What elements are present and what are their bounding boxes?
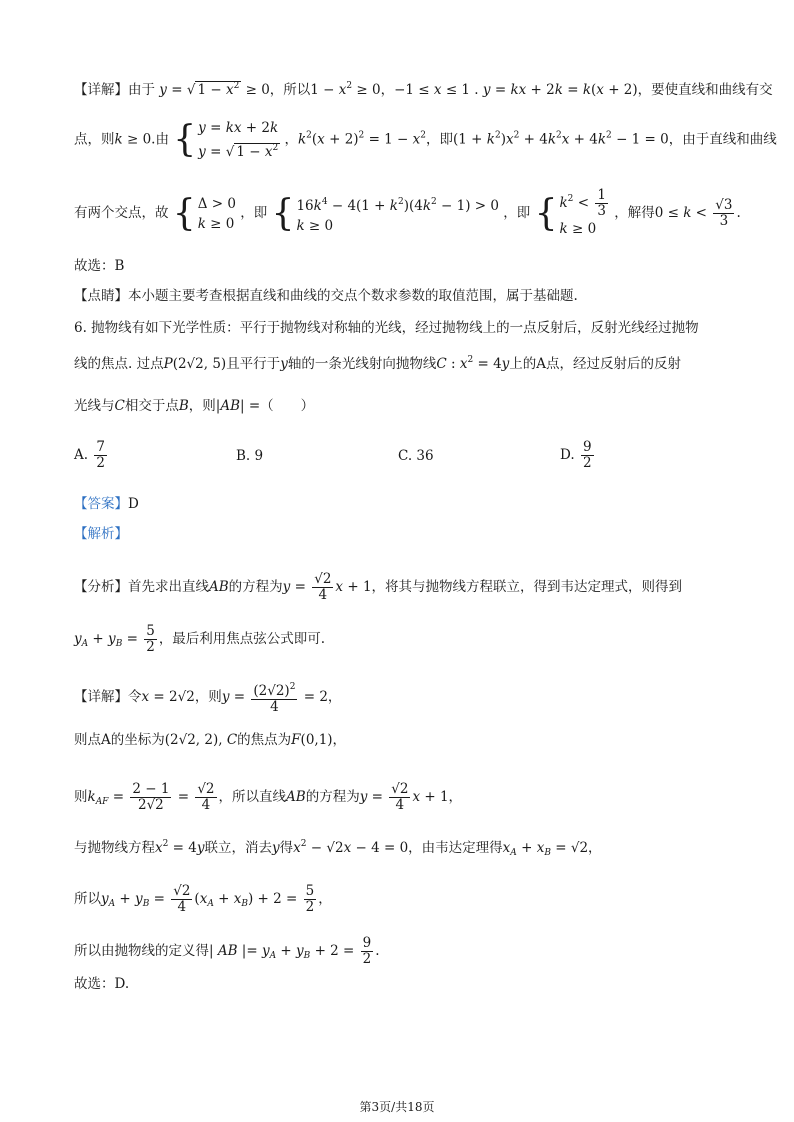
q6-detail-5: 所以$y_A + y_B$ = $\frac{√2}{4}$ $(x_A + x_B) + 2$ = $\frac{5}{2}$ ， — [74, 883, 332, 915]
q6-detail-1: 【详解】令x = 2√2，则y = $\frac{(2√2)^2}{4}$ = 2， — [74, 682, 342, 715]
q5-comment: 【点睛】本小题主要考查根据直线和曲线的交点个数求参数的取值范围，属于基础题. — [74, 288, 578, 304]
q6-stem-line2: 线的焦点. 过点P(2√2, 5)且平行于y轴的一条光线射向抛物线C : $x^2 = 4y$上的A点，经过反射后的反射 — [74, 355, 682, 372]
q5-detail-line2: 点，则k ≥ 0.由 { y = kx + 2k y = √ $1 - x^2$ ，$k^2(x + 2)^2 = 1 - x^2$，即$(1 + k^2)x^2 + 4k^2x + 4k^2 - 1 = 0$，由于直线和曲线 — [74, 119, 777, 160]
page-footer: 第3页/共18页 — [359, 1100, 435, 1114]
q6-fenxi-line2: $y_A + y_B$ = $\frac{5}{2}$ ，最后利用焦点弦公式即可. — [74, 623, 326, 655]
q6-stem-line1: 6. 抛物线有如下光学性质：平行于抛物线对称轴的光线，经过抛物线上的一点反射后，反射光线经过抛物 — [74, 320, 699, 336]
q6-detail-6: 所以由抛物线的定义得| AB |= $y_A + y_B + 2$ = $\frac{9}{2}$ . — [74, 935, 380, 967]
q5-detail-line3: 有两个交点，故 { Δ > 0 k ≥ 0 ，即 { $16k^4 - 4(1 + k^2)(4k^2 - 1) > 0$ k ≥ 0 ，即 { $k^2$ < $\frac{1}{3}$ k ≥ 0 ，解得0 ≤ k < $\frac{√3}{3}$ . — [74, 187, 741, 237]
q5-detail-line1: 【详解】由于 y = √ $1 - x^2 \ge 0$，所以$1 - x^2 \ge 0$，−1 ≤ x ≤ 1 . y = kx + 2k = k(x + 2)，要使直线和曲线有交 — [74, 81, 773, 98]
q6-detail-4: 与抛物线方程$x^2 = 4y$联立，消去y得$x^2 - √2x - 4 = 0$，由韦达定理得$x_A + x_B = √2$， — [74, 839, 602, 858]
q6-final: 故选：D. — [74, 976, 130, 992]
choice-b: B. 9 — [236, 448, 264, 464]
q5-answer: 故选：B — [74, 258, 125, 274]
choice-c: C. 36 — [398, 448, 434, 464]
q6-answer: 【答案】D — [74, 496, 139, 512]
q6-fenxi-line1: 【分析】首先求出直线AB的方程为y = $\frac{√2}{4}$ x + 1，将其与抛物线方程联立，得到韦达定理式，则得到 — [74, 571, 683, 603]
q6-detail-2: 则点A的坐标为(2√2, 2), C的焦点为F(0,1)， — [74, 732, 347, 748]
choice-a: A. $\frac{7}{2}$ — [74, 439, 105, 471]
q6-stem-line3: 光线与C相交于点B，则|AB| =（ ） — [74, 398, 315, 414]
q6-detail-3: 则$k_{AF}$ = $\frac{2 - 1}{2√2}$ = $\frac{√2}{4}$ ，所以直线AB的方程为y = $\frac{√2}{4}$ x + 1， — [74, 781, 463, 813]
q6-analysis-tag: 【解析】 — [74, 526, 128, 542]
choice-d: D. $\frac{9}{2}$ — [560, 439, 592, 471]
